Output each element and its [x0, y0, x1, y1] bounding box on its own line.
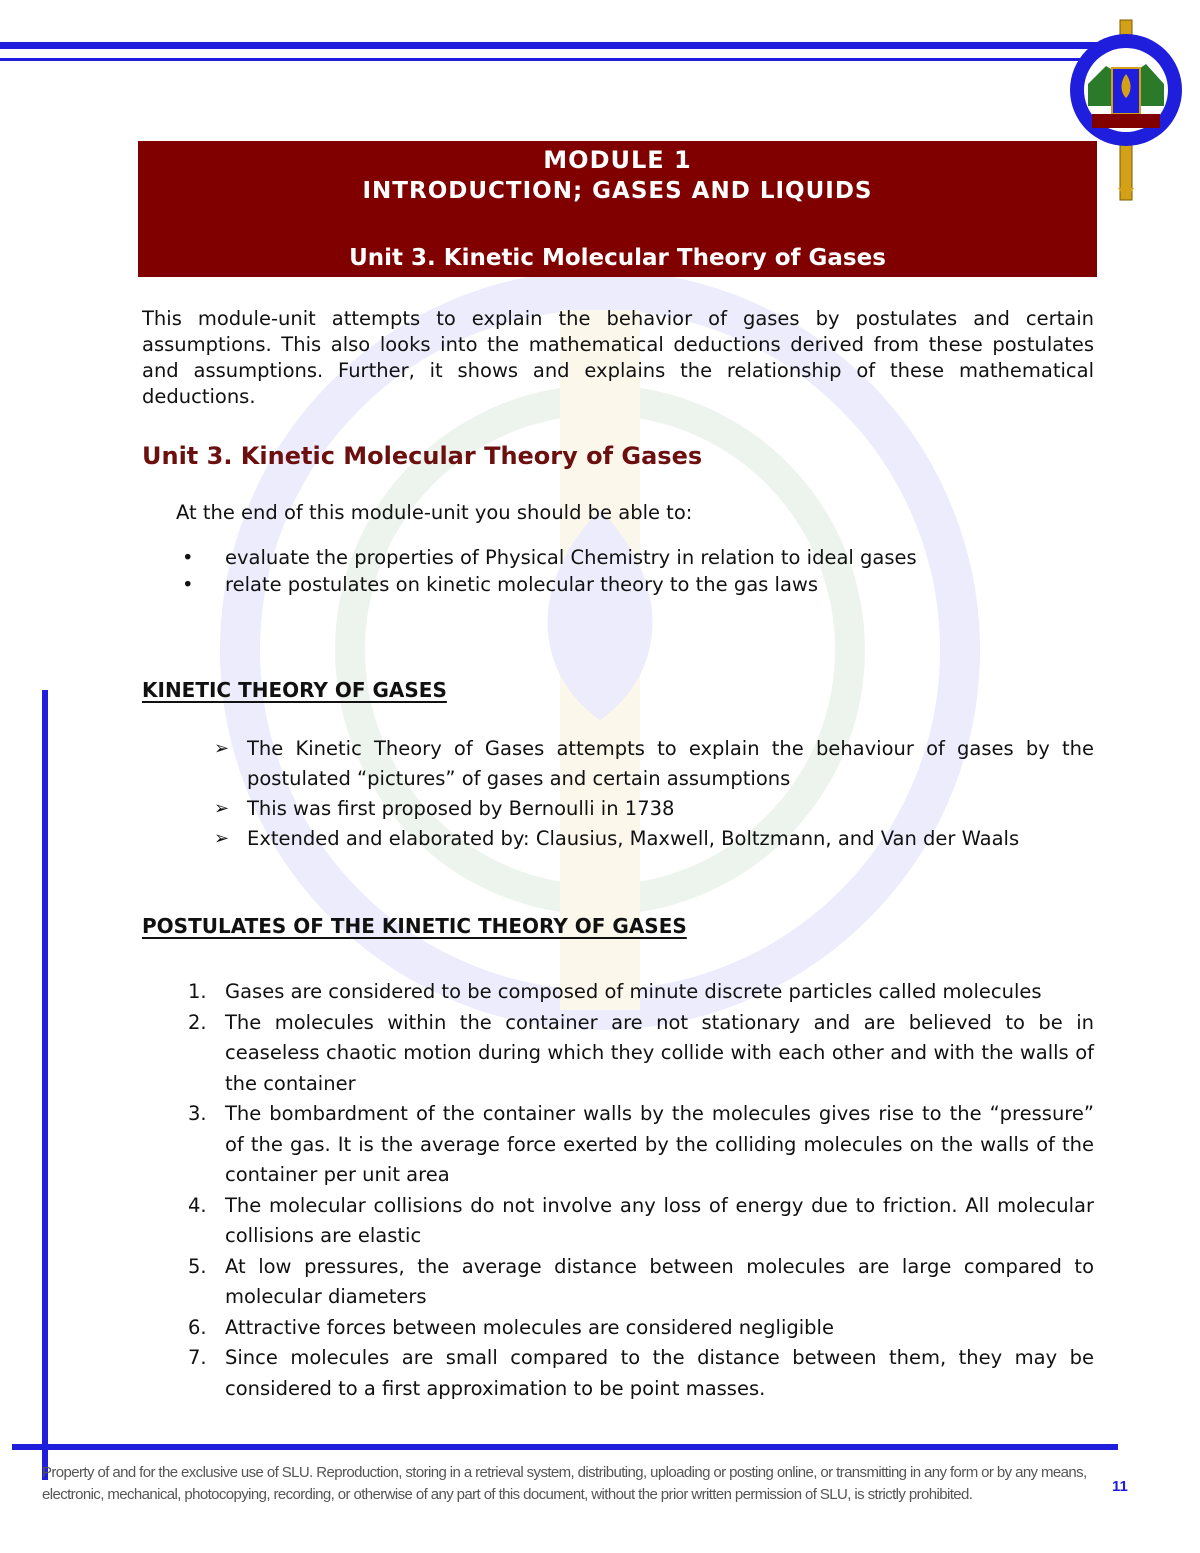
objectives-lead: At the end of this module-unit you should be able to: — [176, 501, 693, 524]
kinetic-theory-heading: KINETIC THEORY OF GASES — [142, 678, 447, 702]
list-item: 1. Gases are considered to be composed of minute discrete particles called molecules — [188, 980, 1042, 1003]
objectives-list — [176, 544, 1076, 598]
list-item: 4. The molecular collisions do not involve any loss of energy due to friction. All molecular collisions are elastic — [188, 1193, 1094, 1247]
kinetic-theory-list — [214, 734, 1094, 854]
list-item: ➢ The Kinetic Theory of Gases attempts to explain the behaviour of gases by the postulated “pictures” of gases and certain assumptions — [214, 734, 1094, 794]
bullet-icon: • — [182, 573, 194, 596]
postulates-list — [182, 977, 1094, 1404]
bottom-rule — [12, 1444, 1118, 1450]
list-item: 5. At low pressures, the average distance between molecules are large compared to molecular diameters — [188, 1254, 1094, 1308]
postulates-heading: POSTULATES OF THE KINETIC THEORY OF GASES — [142, 914, 687, 938]
intro-paragraph: This module-unit attempts to explain the behavior of gases by postulates and certain assumptions. This also looks into the mathematical deductions derived from these postulates and assumptions. Further, it shows and explains the relationship of these mathematical deductions. — [142, 307, 1094, 408]
top-rule — [0, 42, 1110, 49]
list-item: 7. Since molecules are small compared to the distance between them, they may be considered to a first approximation to be point masses. — [188, 1346, 1094, 1400]
list-item: • evaluate the properties of Physical Chemistry in relation to ideal gases — [182, 546, 917, 569]
arrow-bullet-icon: ➢ — [214, 738, 230, 759]
list-item: • relate postulates on kinetic molecular theory to the gas laws — [182, 573, 818, 596]
unit-title: Unit 3. Kinetic Molecular Theory of Gases — [349, 245, 886, 271]
page-number: 11 — [1112, 1478, 1128, 1495]
module-title: MODULE 1 — [543, 146, 692, 174]
bullet-icon: • — [182, 546, 194, 569]
unit-heading: Unit 3. Kinetic Molecular Theory of Gases — [142, 442, 703, 470]
list-item: 3. The bombardment of the container walls by the molecules gives rise to the “pressure” of the gas. It is the average force exerted by the colliding molecules on the walls of the container per unit area — [188, 1102, 1094, 1186]
module-subtitle: INTRODUCTION; GASES AND LIQUIDS — [362, 178, 873, 204]
module-banner — [138, 141, 1097, 277]
left-rule — [42, 690, 48, 1480]
top-rule-thin — [0, 58, 1110, 61]
list-item: ➢ Extended and elaborated by: Clausius, Maxwell, Boltzmann, and Van der Waals — [214, 824, 1094, 854]
copyright-footer: Property of and for the exclusive use of SLU. Reproduction, storing in a retrieval system, distributing, uploading or posting online, or transmitting in any form or by any means, electronic, mechanical, photocopying, recording, or otherwise of any part of this document, without the prior written permission of SLU, is strictly prohibited. — [42, 1464, 1087, 1503]
arrow-bullet-icon: ➢ — [214, 798, 230, 819]
list-item: 6. Attractive forces between molecules are considered negligible — [188, 1315, 834, 1339]
list-item: 2. The molecules within the container are not stationary and are believed to be in ceaseless chaotic motion during which they collide with each other and with the walls of the container — [188, 1010, 1094, 1095]
list-item: ➢ This was first proposed by Bernoulli in 1738 — [214, 794, 1094, 824]
arrow-bullet-icon: ➢ — [214, 828, 230, 849]
